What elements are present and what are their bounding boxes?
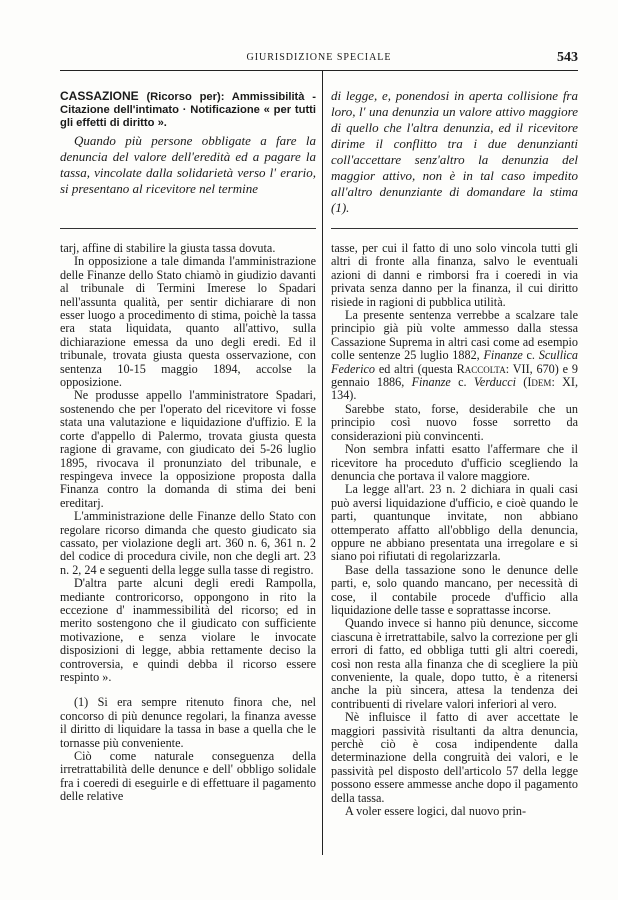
paragraph: tasse, per cui il fatto di uno solo vincola tutti gli altri di fronte alla finanza, salvo le eventuali azioni di danni e rimborsi fra i coeredi in via privata senza danno per la finanza, il cui diritto risiede in ragioni di pubblica utilità. <box>331 241 578 309</box>
paragraph: Base della tassazione sono le denunce delle parti, e, solo quando mancano, per necessità di cose, il contabile procede d'ufficio alla liquidazione delle tasse e soprattasse incorse. <box>331 562 578 617</box>
party-name: Scullica Federico <box>331 348 578 376</box>
text: : XI, 134). <box>331 375 579 403</box>
paragraph: Quando invece si hanno più denunce, siccome ciascuna è irretrattabile, salvo la correzione per gli errori di fatto, ed obbliga tutti gli altri coeredi, così non resta alla finanza che di scegliere la più conveniente, la quale, dopo tutto, è a ritenersi anche la più sincera, attesa la tendenza dei contribuenti di rivelare valori inferiori al vero. <box>331 616 578 711</box>
right-body <box>331 242 578 818</box>
paragraph: In opposizione a tale dimanda l'amministrazione delle Finanze dello Stato chiamò in giudizio davanti al tribunale di Termini Imerese lo Spadari nell'assunta qualità, per sentir dichiarare di non esser luogo a procedimento di stima, poichè la tassa era stata liquidata, quanto all'attivo, sulla dichiarazione emessa da uno degli eredi. Ed il tribunale, trovata giusta questa osservazione, con sentenza 10-15 maggio 1894, accolse la opposizione. <box>60 254 316 390</box>
footnote <box>60 696 316 803</box>
party-name: Finanze <box>483 348 523 363</box>
paragraph: La legge all'art. 23 n. 2 dichiara in quali casi può aversi liquidazione d'ufficio, e cioè quando le parti, quantunque invitate, non abbiano ottemperato affatto all'obbligo della denuncia, oppure ne abbiano presentata una irregolare e si siano poi rifiutati di regolarizzarla. <box>331 482 578 564</box>
heading-rest: (Ricorso per): Ammissibilità - Citazione dell'intimato · Notificazione « per tutti gli effetti di diritto ». <box>60 91 316 130</box>
summary-separator-right <box>331 228 578 229</box>
citation: Raccolta <box>456 361 506 376</box>
text: c. <box>450 375 474 390</box>
footnote-paragraph: (1) Si era sempre ritenuto finora che, nel concorso di più denunce regolari, la finanza avesse il diritto di liquidare la tassa in base a quella che le tornasse più conveniente. <box>60 695 316 750</box>
citation: Idem <box>527 375 552 390</box>
paragraph: L'amministrazione delle Finanze dello Stato con regolare ricorso dimanda che questo giudicato sia cassato, per violazione degli art. 360 n. 6, 361 n. 2 del codice di procedura civile, non che degli art. 23 n. 2, 24 e seguenti della legge sulla tasse di registro. <box>60 509 316 577</box>
maxim-right <box>331 88 578 216</box>
maxim-left <box>60 133 316 197</box>
paragraph: D'altra parte alcuni degli eredi Rampolla, mediante controricorso, oppongono in rito la eccezione d' inammessibilità del ricorso; ed in merito sostengono che il giudicato con sufficiente motivazione, e senza violare le invocate disposizioni di legge, abbia rettamente deciso la controversia, e quindi debba il ricorso essere respinto ». <box>60 576 316 684</box>
text: ( <box>516 375 528 390</box>
paragraph: Sarebbe stato, forse, desiderabile che un principio così nuovo fosse sorretto da considerazioni più convincenti. <box>331 401 578 443</box>
footnote-paragraph: Ciò come naturale conseguenza della irretrattabilità delle denunce e dell' obbligo solidale fra i coeredi di eseguirle e di effettuare il pagamento delle relative <box>60 749 316 804</box>
paragraph: Nè influisce il fatto di aver accettate le maggiori passività risultanti da altra denuncia, perchè ciò è cosa indipendente dalla determinazione della congruità dei valori, e le passività pel disposto dell'articolo 57 della legge possono essere ammesse anche dopo il pagamento della tassa. <box>331 710 578 805</box>
heading-bold: CASSAZIONE <box>60 89 139 103</box>
page-number: 543 <box>557 50 578 65</box>
header-rule <box>60 70 578 71</box>
paragraph: Ne produsse appello l'amministratore Spadari, sostenendo che per l'operato del ricevitore vi fosse stata una valutazione e liquidazione d'uffizio. E la corte d'appello di Palermo, trovata giusta questa ragione di gravame, con giudicato dei 5-26 luglio 1895, rivocava il pronunziato del tribunale, e respingeva invece la opposizione proposta dalla Finanza contro la domanda di stima dei beni ereditarj. <box>60 388 316 510</box>
maxim-right-text: di legge, e, ponendosi in aperta collisione fra loro, l' una denunzia un valore attivo maggiore di quello che l'altra denunzia, ed il ricevitore dirime il conflitto tra i due denunzianti coll'accettare senz'altro la denunzia del maggior attivo, non è in tal caso impedito all'altro denunziante di domandare la stima (1). <box>331 88 578 215</box>
running-title: GIURISDIZIONE SPECIALE <box>246 52 392 63</box>
party-name: Finanze <box>411 375 451 390</box>
summary-separator-left <box>60 228 316 229</box>
paragraph: tarj, affine di stabilire la giusta tassa dovuta. <box>60 241 276 255</box>
party-name: Verducci <box>473 375 517 390</box>
column-divider <box>322 70 323 855</box>
paragraph <box>331 309 578 403</box>
running-head <box>60 50 578 66</box>
left-body <box>60 242 316 804</box>
maxim-left-text: Quando più persone obbligate a fare la denuncia del valore dell'eredità ed a pagare la tassa, vincolate dalla solidarietà verso l' erario, si presentano al ricevitore nel termine <box>60 133 316 196</box>
paragraph: Non sembra infatti esatto l'affermare che il ricevitore ha proceduto d'ufficio scegliendo la denuncia che portava il valore maggiore. <box>331 442 578 483</box>
text: c. <box>522 348 539 363</box>
text: ed altri (questa <box>375 361 457 376</box>
text: : VII, 670) e 9 gennaio 1886, <box>331 361 578 390</box>
text: La presente sentenza verrebbe a scalzare tale principio già più volte ammesso dalla stessa Cassazione Suprema in altri casi come ad esempio colle sentenze 25 luglio 1882, <box>331 308 578 363</box>
paragraph: A voler essere logici, dal nuovo prin- <box>345 804 527 819</box>
case-summary-heading <box>60 90 316 131</box>
